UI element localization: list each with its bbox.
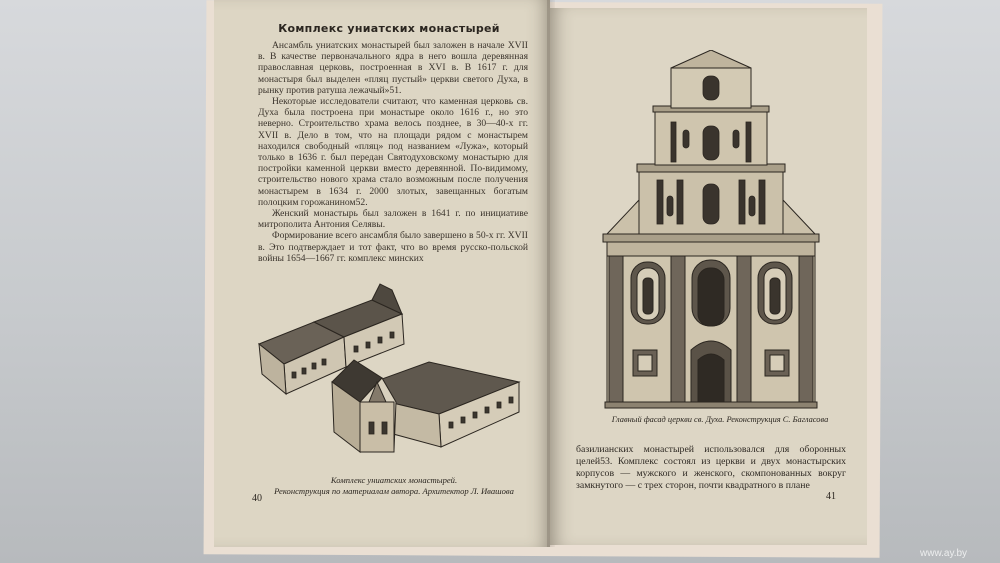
left-caption <box>254 475 534 497</box>
caption-line: Реконструкция по материалам автора. Архитектор Л. Ивашова <box>274 486 514 496</box>
site-watermark: www.ay.by <box>920 548 968 559</box>
page-number: 41 <box>826 491 836 502</box>
paragraph: Формирование всего ансамбля было завершено в 50-х гг. XVII в. Это подтверждает и тот факт, что во время русско-польской войны 1654—1667 гг. комплекс минских <box>258 230 528 264</box>
right-page <box>550 8 867 545</box>
right-body-text: базилианских монастырей использовался для оборонных целей53. Комплекс состоял из церкви и двух монастырских корпусов — мужского и женского, скомпонованных вокруг замкнутого — с трех сторон, почти квадратного в плане <box>576 444 846 491</box>
caption-line: Комплекс униатских монастырей. <box>330 475 458 485</box>
paragraph: Женский монастырь был заложен в 1641 г. по инициативе митрополита Антония Селявы. <box>258 208 528 231</box>
paragraph: Ансамбль униатских монастырей был заложен в начале XVII в. В качестве первоначального ядра в него вошла деревянная православная церковь, построенная в XVI в. В 1617 г. для монастыря был выделен «пляц пустый» церкви светого Духа, в рынку против ратуша лежачый»51. <box>258 40 528 96</box>
monastery-complex-illustration <box>254 282 524 472</box>
page-number: 40 <box>252 493 262 504</box>
page-heading: Комплекс униатских монастырей <box>278 22 500 35</box>
church-facade-illustration <box>597 50 827 410</box>
paragraph: Некоторые исследователи считают, что каменная церковь св. Духа была построена при монастыре около 1616 г., но это неверно. Строительство храма велось позднее, в 30—40-х гг. XVII в. Дело в том, что на площади рядом с монастырем находился свободный «пляц» под названием «Лужа», который только в 1636 г. был передан Святодуховскому монастырю для постройки каменной церкви вместо деревянной. По-видимому, строительство нового храма стало возможным после получения монастырем в 1634 г. 2000 злотых, завещанных богатым полоцким горожанином52. <box>258 96 528 208</box>
left-body-text <box>258 40 528 264</box>
left-page <box>214 0 550 547</box>
right-caption: Главный фасад церкви св. Духа. Реконструкция С. Багласова <box>611 415 829 424</box>
